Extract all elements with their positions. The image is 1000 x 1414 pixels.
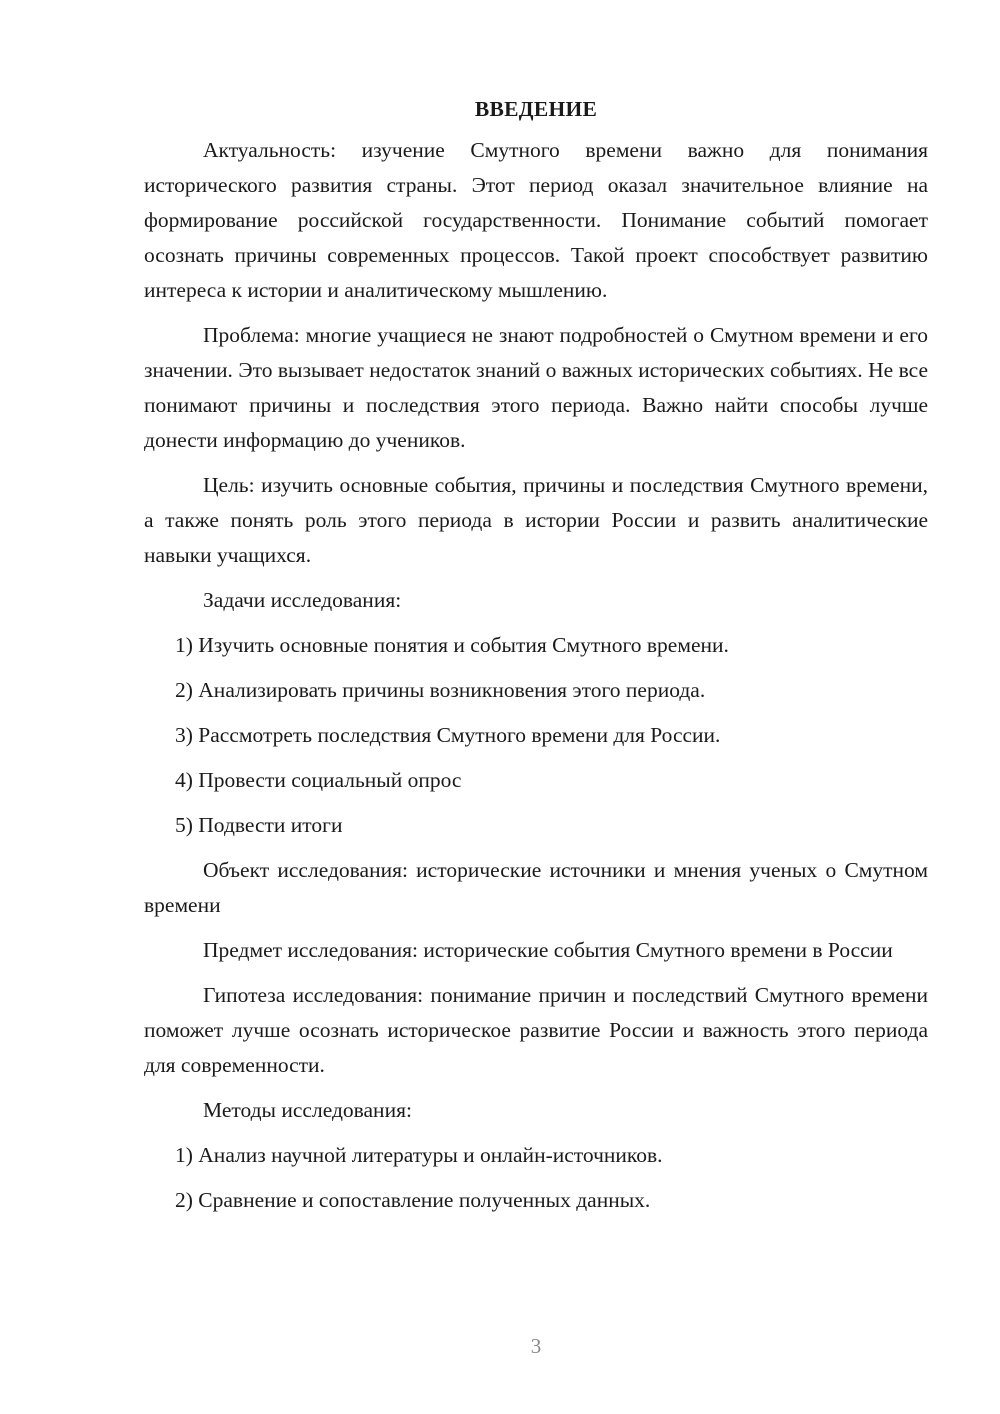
goal-paragraph: Цель: изучить основные события, причины и последствия Смутного времени, а также понять роль этого периода в истории России и развить аналитические навыки учащихся.: [144, 473, 928, 567]
object-paragraph: Объект исследования: исторические источники и мнения ученых о Смутном времени: [144, 858, 928, 917]
list-item: 2) Сравнение и сопоставление полученных данных.: [175, 1188, 651, 1212]
list-item: 4) Провести социальный опрос: [175, 768, 462, 792]
list-item: 1) Изучить основные понятия и события Смутного времени.: [175, 633, 729, 657]
tasks-list: [144, 628, 928, 843]
tasks-title: Задачи исследования:: [203, 588, 402, 612]
section-heading: ВВЕДЕНИЕ: [474, 97, 598, 121]
problem-paragraph: Проблема: многие учащиеся не знают подробностей о Смутном времени и его значении. Это вызывает недостаток знаний о важных исторических событиях. Не все понимают причины и последствия этого периода. Важно найти способы лучше донести информацию до учеников.: [144, 323, 928, 452]
list-item: 3) Рассмотреть последствия Смутного времени для России.: [175, 723, 721, 747]
hypothesis-paragraph: Гипотеза исследования: понимание причин и последствий Смутного времени поможет лучше осознать историческое развитие России и важность этого периода для современности.: [144, 983, 928, 1077]
list-item: 2) Анализировать причины возникновения этого периода.: [175, 678, 706, 702]
list-item: 1) Анализ научной литературы и онлайн-источников.: [175, 1143, 663, 1167]
methods-title: Методы исследования:: [203, 1098, 412, 1122]
methods-list: [144, 1138, 928, 1218]
relevance-paragraph: Актуальность: изучение Смутного времени важно для понимания исторического развития страны. Этот период оказал значительное влияние на формирование российской государственности. Понимание событий помогает осознать причины современных процессов. Такой проект способствует развитию интереса к истории и аналитическому мышлению.: [144, 138, 928, 302]
page-number: 3: [530, 1334, 542, 1358]
list-item: 5) Подвести итоги: [175, 813, 343, 837]
document-page: [144, 92, 928, 1228]
subject-paragraph: Предмет исследования: исторические события Смутного времени в России: [203, 938, 893, 962]
